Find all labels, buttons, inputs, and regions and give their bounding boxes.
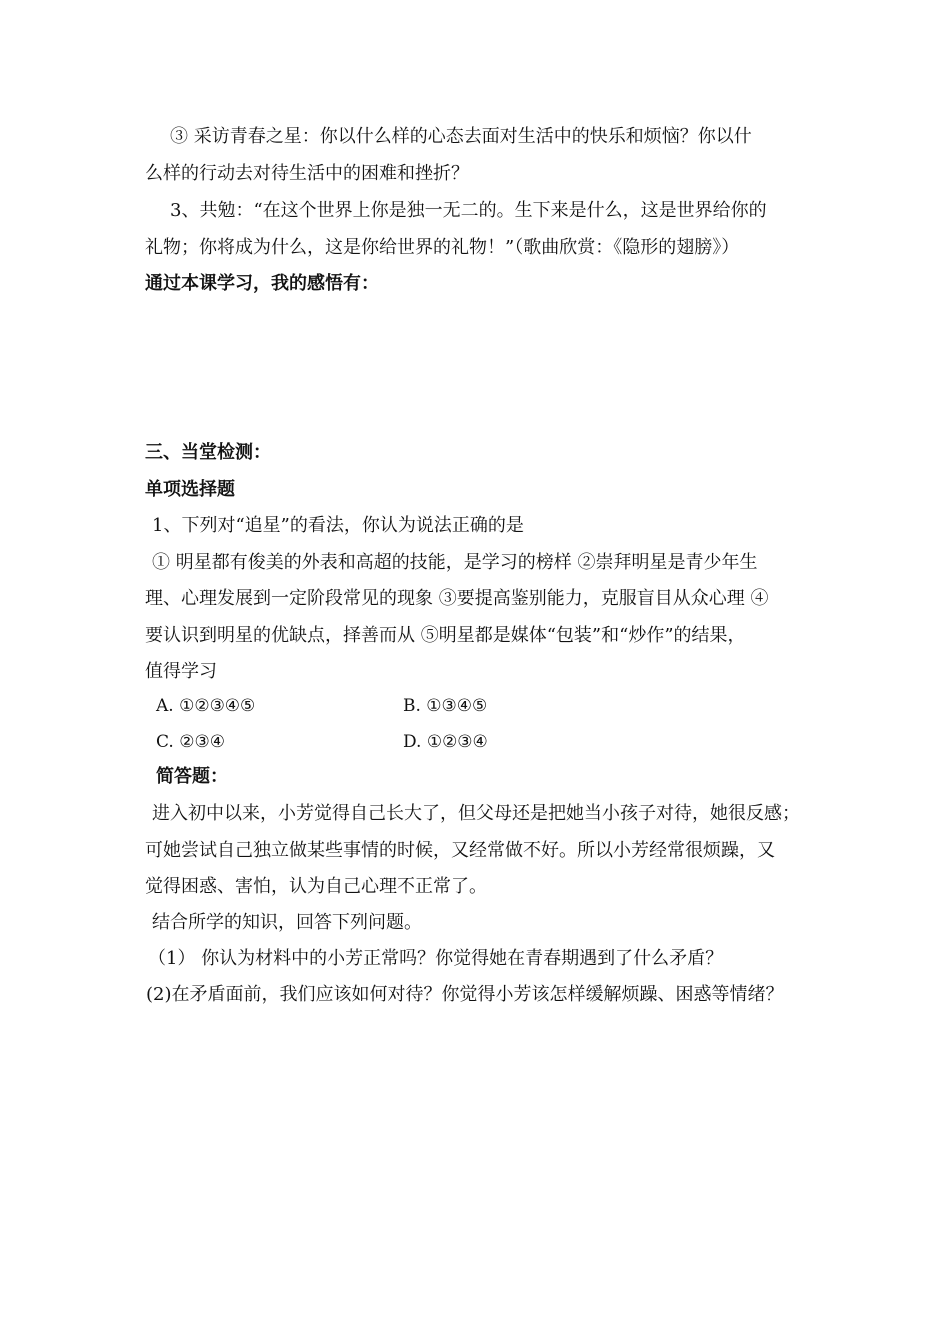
material-line-1: 进入初中以来，小芳觉得自己长大了，但父母还是把她当小孩子对待，她很反感；	[152, 803, 800, 824]
encouragement-line-2: 礼物；你将成为什么，这是你给世界的礼物！”（歌曲欣赏：《隐形的翅膀》）	[145, 237, 740, 258]
interview-prompt-line-2: 么样的行动去对待生活中的困难和挫折？	[145, 163, 469, 184]
section3-heading: 三、当堂检测：	[145, 442, 271, 463]
option-a: A. ①②③④⑤	[156, 696, 256, 716]
question1-statement-line-4: 值得学习	[145, 661, 217, 682]
short-answer-heading: 简答题：	[156, 766, 228, 787]
interview-prompt-line-1: ③ 采访青春之星：你以什么样的心态去面对生活中的快乐和烦恼？你以什	[170, 126, 752, 147]
option-d: D. ①②③④	[403, 732, 488, 752]
multiple-choice-heading: 单项选择题	[145, 479, 235, 500]
reflection-heading: 通过本课学习，我的感悟有：	[145, 273, 379, 294]
short-answer-question-2: (2)在矛盾面前，我们应该如何对待？你觉得小芳该怎样缓解烦躁、困惑等情绪？	[146, 984, 784, 1005]
question1-statement-line-3: 要认识到明星的优缺点，择善而从 ⑤明星都是媒体“包装”和“炒作”的结果，	[145, 625, 746, 646]
question1-stem: 1、下列对“追星”的看法，你认为说法正确的是	[152, 515, 524, 536]
short-answer-question-1: （1） 你认为材料中的小芳正常吗？你觉得她在青春期遇到了什么矛盾？	[148, 948, 724, 969]
option-c: C. ②③④	[156, 732, 225, 752]
option-b: B. ①③④⑤	[403, 696, 488, 716]
encouragement-line-1: 3、共勉：“在这个世界上你是独一无二的。生下来是什么，这是世界给你的	[170, 200, 767, 221]
material-line-3: 觉得困惑、害怕，认为自己心理不正常了。	[145, 876, 487, 897]
question1-statement-line-2: 理、心理发展到一定阶段常见的现象 ③要提高鉴别能力，克服盲目从众心理 ④	[145, 588, 769, 609]
answer-instruction: 结合所学的知识，回答下列问题。	[152, 912, 422, 933]
material-line-2: 可她尝试自己独立做某些事情的时候，又经常做不好。所以小芳经常很烦躁，又	[145, 840, 775, 861]
question1-statement-line-1: ① 明星都有俊美的外表和高超的技能，是学习的榜样 ②崇拜明星是青少年生	[152, 552, 758, 573]
